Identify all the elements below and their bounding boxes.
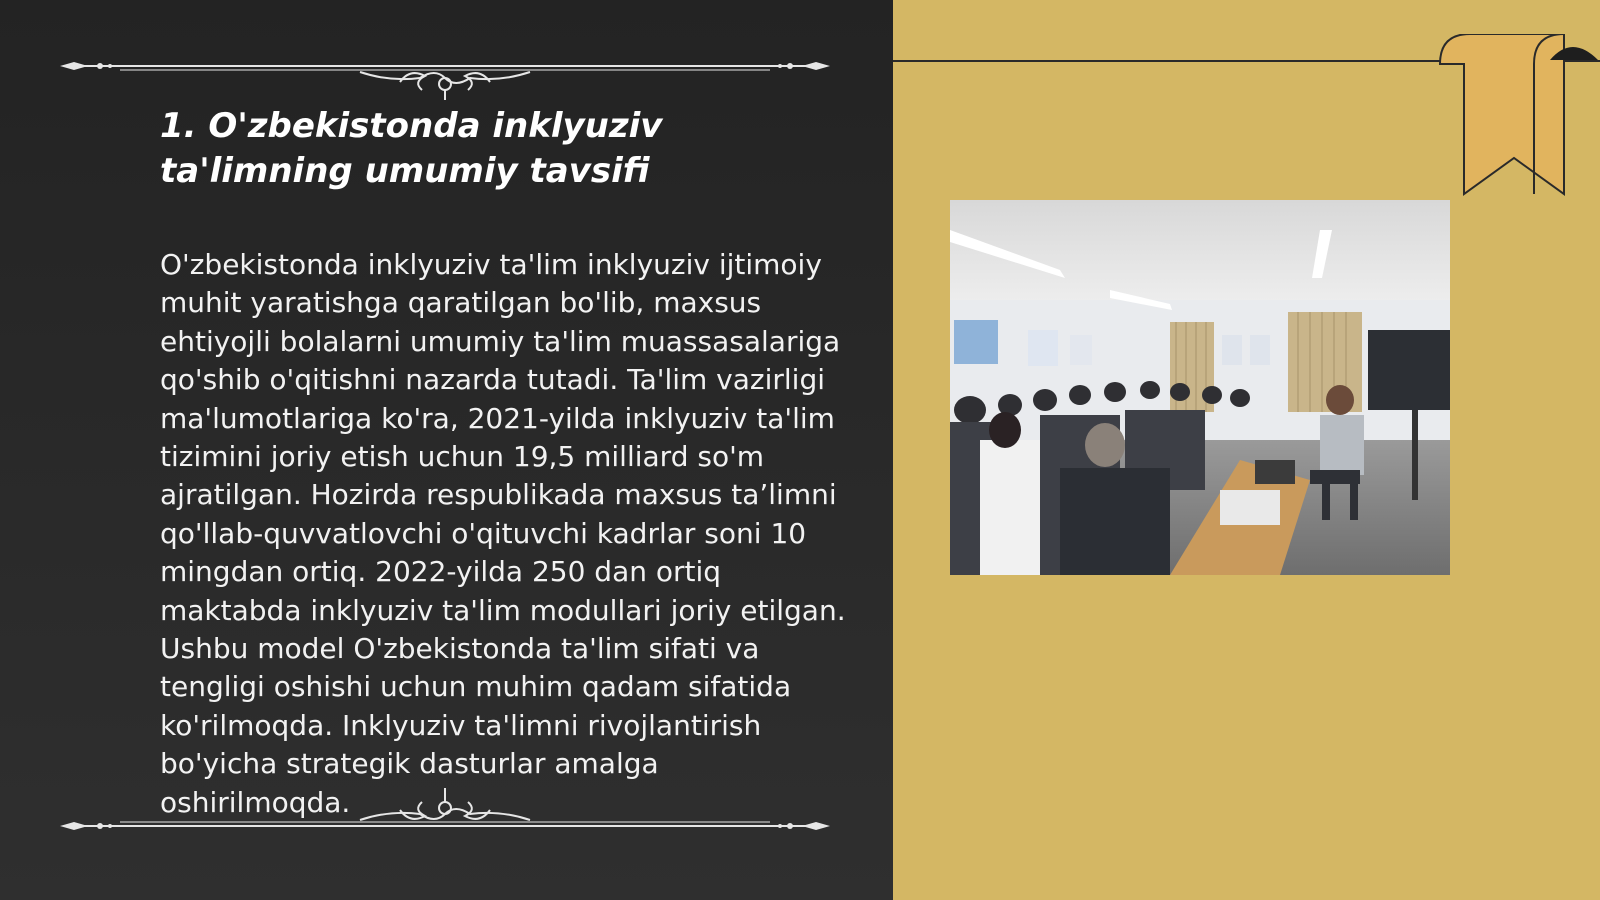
slide-body-text: O'zbekistonda inklyuziv ta'lim inklyuziv ijtimoiy muhit yaratishga qaratilgan bo'lib, maxsus ehtiyojli bolalarni umumiy ta'lim muassasalariga qo'shib o'qitishni nazarda tutadi. Ta'lim vazirligi ma'lumotlariga ko'ra, 2021-yilda inklyuziv ta'lim tizimini joriy etish uchun 19,5 milliard so'm ajratilgan. Hozirda respublikada maxsus ta’limni qo'llab-quvvatlovchi o'qituvchi kadrlar soni 10 mingdan ortiq. 2022-yilda 250 dan ortiq maktabda inklyuziv ta'lim modullari joriy etilgan. Ushbu model O'zbekistonda ta'lim sifati va tengligi oshishi uchun muhim qadam sifatida ko'rilmoqda. Inklyuziv ta'limni rivojlantirish bo'yicha strategik dasturlar amalga oshirilmoqda. [160, 248, 846, 819]
bookmark-ribbon-icon [1432, 34, 1600, 200]
ornament-top-icon [60, 40, 830, 100]
slide-title: 1. O'zbekistonda inklyuziv ta'limning umumiy tavsifi [160, 106, 663, 191]
classroom-photo [950, 200, 1450, 575]
